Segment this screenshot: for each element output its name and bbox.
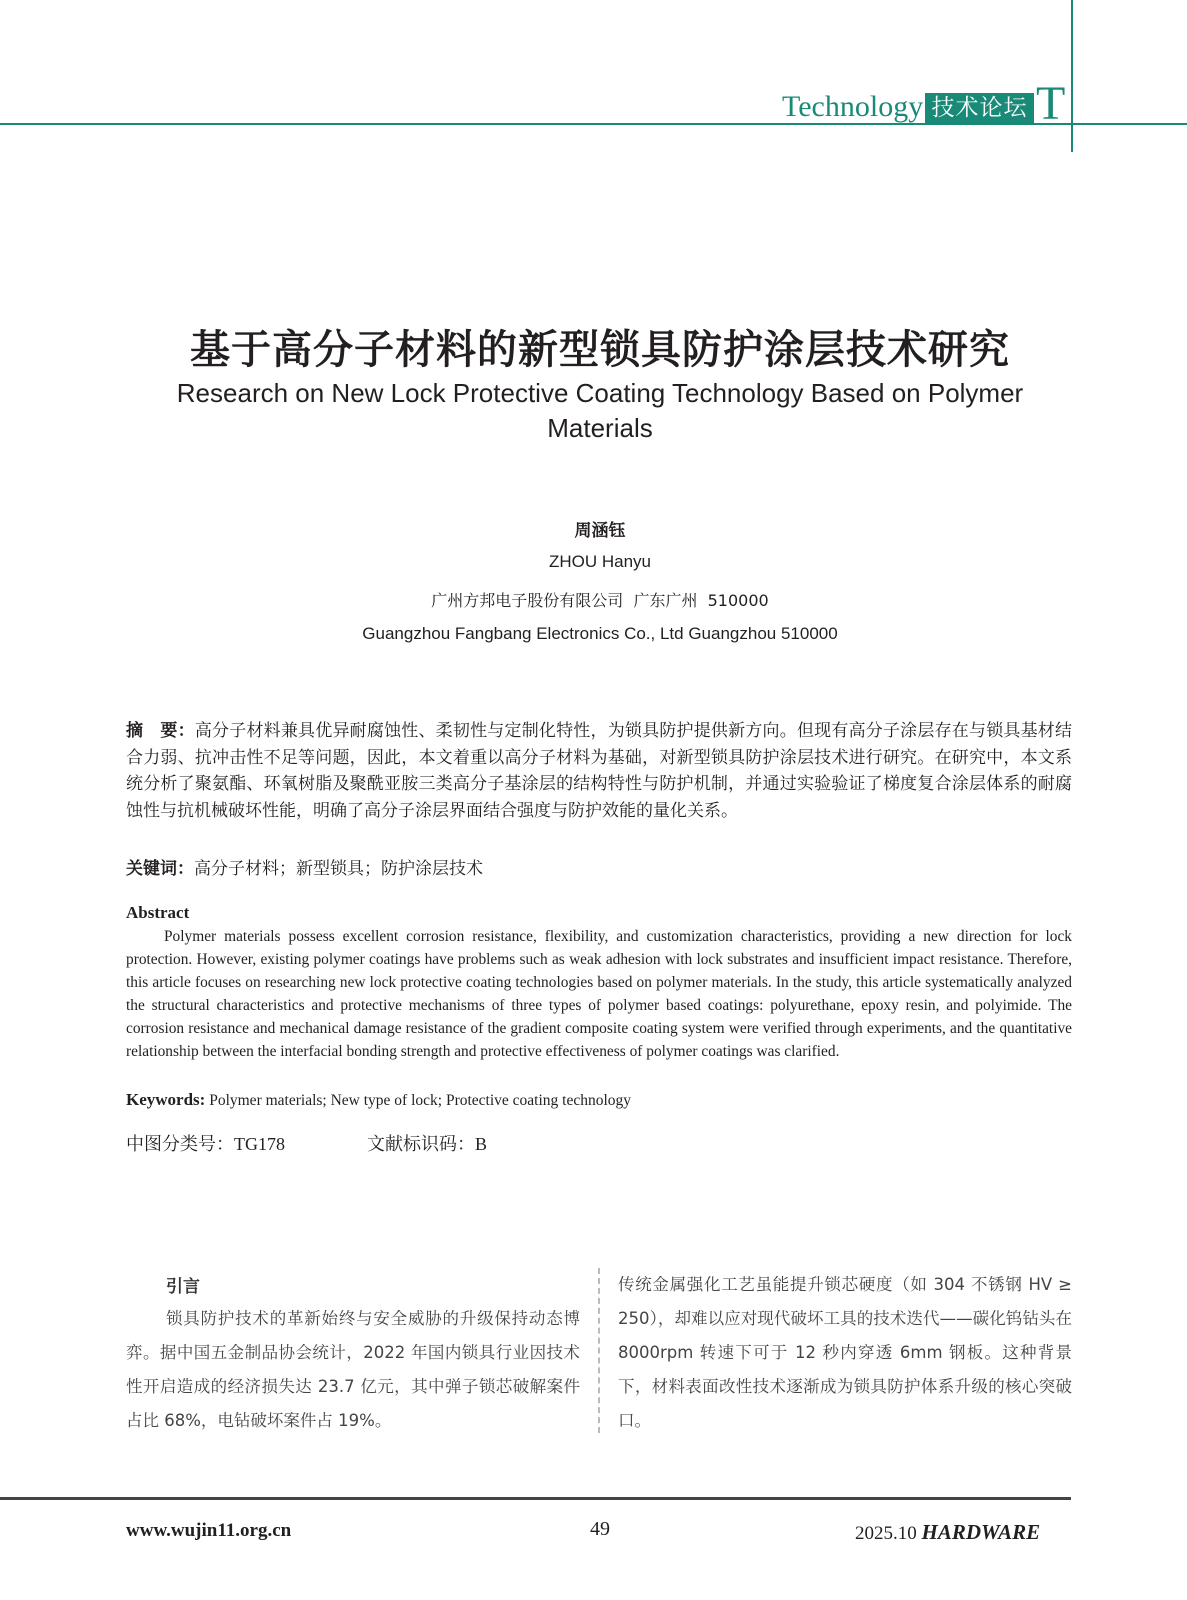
abstract-english-heading: Abstract — [126, 903, 190, 922]
section-label-en: Technology — [782, 90, 924, 123]
keywords-english-label: Keywords: — [126, 1090, 206, 1109]
author-name-chinese: 周涵钰 — [574, 521, 626, 541]
abstract-chinese-label: 摘 要： — [126, 721, 195, 741]
header-rule-vertical — [1071, 0, 1073, 152]
footer-issue — [855, 1520, 1040, 1545]
issue-date: 2025.10 — [855, 1523, 922, 1544]
author-name-english: ZHOU Hanyu — [548, 552, 652, 571]
intro-heading: 引言 — [166, 1277, 200, 1297]
keywords-english — [126, 1090, 631, 1110]
abstract-english-text: Polymer materials possess excellent corrosion resistance, flexibility, and customization characteristics, providing a new direction for lock protection. However, existing polymer coatings have problems such as weak adhesion with lock substrates and insufficient impact resistance. Therefore, this article focuses on researching new lock protective coating technologies based on polymer materials. In the study, this article systematically analyzed the structural characteristics and protective mechanisms of three types of polymer based coatings: polyurethane, epoxy resin, and polyimide. The corrosion resistance and mechanical damage resistance of the gradient composite coating system were verified through experiments, and the quantitative relationship between the interfacial bonding strength and protective effectiveness of polymer coatings was clarified. — [126, 928, 1072, 1060]
affiliation-english: Guangzhou Fangbang Electronics Co., Ltd Guangzhou 510000 — [362, 624, 838, 643]
column-divider — [598, 1268, 600, 1433]
document-code-value: B — [475, 1134, 488, 1154]
abstract-chinese — [126, 718, 1072, 824]
keywords-english-text: Polymer materials; New type of lock; Protective coating technology — [205, 1092, 632, 1109]
intro-right-column: 传统金属强化工艺虽能提升锁芯硬度（如 304 不锈钢 HV ≥ 250），却难以应对现代破坏工具的技术迭代——碳化钨钻头在 8000rpm 转速下可于 12 秒内穿透 6mm 钢板。这种背景下，材料表面改性技术逐渐成为锁具防护体系升级的核心突破口。 — [618, 1275, 1072, 1430]
section-label-cn: 技术论坛 — [925, 93, 1034, 123]
affiliation-chinese: 广州方邦电子股份有限公司 广东广州 510000 — [431, 591, 769, 610]
keywords-chinese-label: 关键词： — [126, 859, 194, 879]
magazine-name: HARDWARE — [921, 1520, 1041, 1544]
title-chinese: 基于高分子材料的新型锁具防护涂层技术研究 — [190, 327, 1010, 373]
keywords-chinese-text: 高分子材料；新型锁具；防护涂层技术 — [194, 859, 483, 879]
clc-label: 中图分类号： — [126, 1134, 234, 1155]
footer-url[interactable]: www.wujin11.org.cn — [126, 1520, 292, 1541]
document-code — [367, 1130, 487, 1156]
title-english: Research on New Lock Protective Coating Technology Based on Polymer Materials — [176, 378, 1024, 443]
section-letter-logo: T — [1036, 77, 1066, 130]
footer-rule — [0, 1497, 1071, 1500]
clc-number — [126, 1130, 285, 1156]
document-code-label: 文献标识码： — [367, 1134, 475, 1155]
page-number: 49 — [590, 1518, 610, 1540]
header-rule-horizontal — [0, 123, 1187, 125]
keywords-chinese — [126, 854, 483, 879]
clc-value: TG178 — [234, 1134, 285, 1154]
abstract-chinese-text: 高分子材料兼具优异耐腐蚀性、柔韧性与定制化特性，为锁具防护提供新方向。但现有高分子涂层存在与锁具基材结合力弱、抗冲击性不足等问题，因此，本文着重以高分子材料为基础，对新型锁具防护涂层技术进行研究。在研究中，本文系统分析了聚氨酯、环氧树脂及聚酰亚胺三类高分子基涂层的结构特性与防护机制，并通过实验验证了梯度复合涂层体系的耐腐蚀性与抗机械破坏性能，明确了高分子涂层界面结合强度与防护效能的量化关系。 — [126, 721, 1073, 821]
intro-left-column: 锁具防护技术的革新始终与安全威胁的升级保持动态博弈。据中国五金制品协会统计，2022 年国内锁具行业因技术性开启造成的经济损失达 23.7 亿元，其中弹子锁芯破解案件占比 68%，电钻破坏案件占 19%。 — [126, 1309, 580, 1430]
